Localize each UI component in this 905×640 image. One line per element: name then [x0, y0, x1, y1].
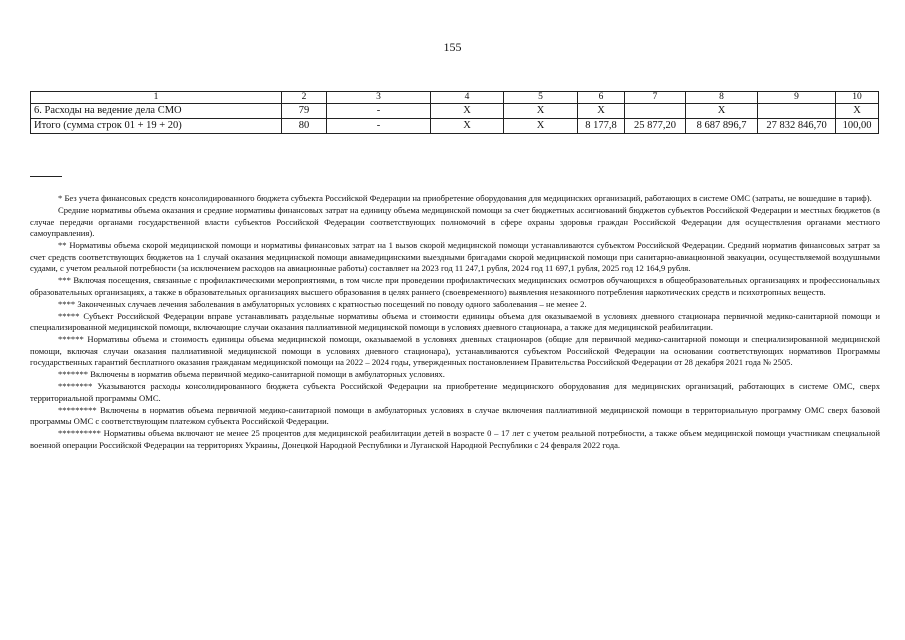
table-cell: 8 687 896,7 [686, 119, 758, 134]
table-cell: - [327, 104, 431, 119]
table-cell: 8 177,8 [578, 119, 625, 134]
table-header-row [31, 92, 879, 104]
column-number: 4 [431, 92, 504, 104]
table-cell: X [836, 104, 879, 119]
table-cell: - [327, 119, 431, 134]
table-cell: X [686, 104, 758, 119]
column-number: 7 [625, 92, 686, 104]
footnote: ******* Включены в норматив объема первичной медико-санитарной помощи в амбулаторных условиях. [58, 369, 445, 379]
column-number: 2 [282, 92, 327, 104]
column-number: 9 [758, 92, 836, 104]
table-cell: X [431, 119, 504, 134]
table-cell: X [431, 104, 504, 119]
data-table [30, 91, 879, 134]
table-cell: 27 832 846,70 [758, 119, 836, 134]
table-cell: X [504, 104, 578, 119]
table-cell: 100,00 [836, 119, 879, 134]
table-cell [758, 104, 836, 119]
row-label: Итого (сумма строк 01 + 19 + 20) [31, 119, 282, 134]
footnote: ** Нормативы объема скорой медицинской помощи и нормативы финансовых затрат на 1 вызов скорой медицинской помощи устанавливаются субъектом Российской Федерации. Средний норматив финансовых затрат за счет средств соответствующих бюджетов на 1 случай оказания медицинской помощи авиамедицинскими выездными бригадами скорой медицинской помощи при санитарно-авиационной эвакуации, осуществляемой воздушными судами, с учетом реальной потребности (за исключением расходов на авиационные работы) составляет на 2023 год 11 247,1 рубля, 2024 год 11 697,1 рубля, 2025 год 12 164,9 рубля. [30, 240, 880, 273]
footnote-divider [30, 176, 62, 177]
column-number: 6 [578, 92, 625, 104]
table-cell: 80 [282, 119, 327, 134]
footnote: Средние нормативы объема оказания и средние нормативы финансовых затрат на единицу объема медицинской помощи за счет бюджетных ассигнований бюджетов субъектов Российской Федерации и местных бюджетов (в случае передачи органами государственной власти субъектов Российской Федерации соответствующих полномочий в сфере охраны здоровья граждан Российской Федерации для осуществления органами местного самоуправления). [30, 205, 880, 238]
footnote: ***** Субъект Российской Федерации вправе устанавливать раздельные нормативы объема и стоимости единицы объема для оказываемой в условиях дневного стационара первичной медико-санитарной помощи и специализированной медицинской помощи, включающие случаи оказания паллиативной медицинской помощи в условиях дневного стационара, а также для медицинской реабилитации. [30, 310, 880, 332]
footnote: ******** Указываются расходы консолидированного бюджета субъекта Российской Федерации на приобретение медицинского оборудования для медицинских организаций, работающих в системе ОМС, сверх территориальной программы ОМС. [30, 381, 880, 403]
footnotes [30, 193, 880, 452]
footnote: ********* Включены в норматив объема первичной медико-санитарной помощи в амбулаторных условиях в случае включения паллиативной медицинской помощи в территориальную программу ОМС сверх базовой программы ОМС с соответствующим платежом субъекта Российской Федерации. [30, 404, 880, 426]
table-row [31, 119, 879, 134]
column-number: 5 [504, 92, 578, 104]
footnote: **** Законченных случаев лечения заболевания в амбулаторных условиях с кратностью посещений по поводу одного заболевания – не менее 2. [58, 298, 587, 309]
column-number: 3 [327, 92, 431, 104]
footnote: ****** Нормативы объема и стоимость единицы объема медицинской помощи, оказываемой в условиях дневных стационаров (общие для первичной медико-санитарной помощи и специализированной медицинской помощи, включая случаи оказания паллиативной медицинской помощи в условиях дневного стационара), устанавливаются субъектом Российской Федерации на основании соответствующих нормативов Программы государственных гарантий бесплатного оказания гражданам медицинской помощи на 2022 – 2024 годы, утвержденных постановлением Правительства Российской Федерации от 28 декабря 2021 года № 2505. [30, 334, 880, 367]
table-cell: 79 [282, 104, 327, 119]
table-cell: X [578, 104, 625, 119]
footnote: *** Включая посещения, связанные с профилактическими мероприятиями, в том числе при проведении профилактических медицинских осмотров обучающихся в общеобразовательных организациях и профессиональных образовательных организациях, а также в образовательных организациях высшего образования в целях раннего (своевременного) выявления незаконного потребления наркотических средств и психотропных веществ. [30, 275, 880, 297]
page-number: 155 [443, 40, 462, 54]
table-cell [625, 104, 686, 119]
footnote: * Без учета финансовых средств консолидированного бюджета субъекта Российской Федерации на приобретение оборудования для медицинских организаций, работающих в системе ОМС (затраты, не вошедшие в тариф). [58, 193, 872, 203]
row-label: 6. Расходы на ведение дела СМО [31, 104, 282, 119]
column-number: 10 [836, 92, 879, 104]
table-row [31, 104, 879, 119]
column-number: 8 [686, 92, 758, 104]
footnote: ********** Нормативы объема включают не менее 25 процентов для медицинской реабилитации детей в возрасте 0 – 17 лет с учетом реальной потребности, а также объем медицинской помощи участникам специальной военной операции Российской Федерации на территориях Украины, Донецкой Народной Республики и Луганской Народной Республики с 24 февраля 2022 года. [30, 428, 880, 450]
table-cell: X [504, 119, 578, 134]
table-cell: 25 877,20 [625, 119, 686, 134]
column-number: 1 [31, 92, 282, 104]
